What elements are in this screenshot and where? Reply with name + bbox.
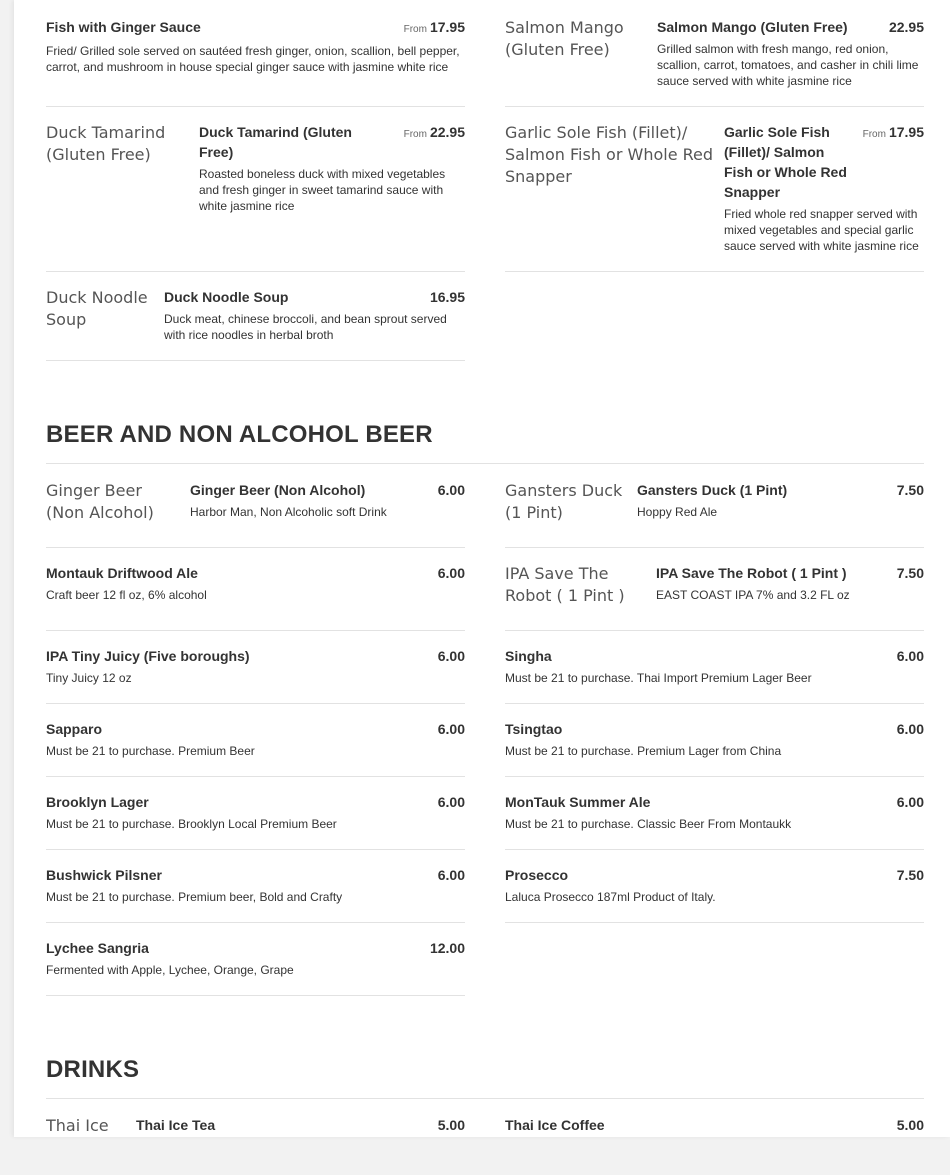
menu-page (14, 0, 950, 1137)
item-price: 6.00 (437, 482, 465, 498)
item-image: Duck Tamarind (Gluten Free) (46, 123, 166, 164)
section-title-drinks: DRINKS (46, 1056, 140, 1083)
item-name: Thai Ice Tea (136, 1117, 216, 1133)
item-name: MonTauk Summer Ale (505, 794, 651, 810)
item-price: 6.00 (437, 648, 465, 664)
item-name: Prosecco (505, 867, 569, 883)
item-name: Ginger Beer (Non Alcohol) (190, 482, 366, 498)
menu-item[interactable] (505, 646, 924, 704)
menu-item[interactable] (505, 17, 924, 107)
menu-item[interactable] (46, 563, 465, 631)
item-description: Must be 21 to purchase. Premium beer, Bold and Crafty (46, 890, 343, 904)
item-description: EAST COAST IPA 7% and 3.2 FL oz (656, 588, 850, 602)
item-name: Garlic Sole Fish (Fillet)/ Salmon Fish or Whole Red Snapper (724, 124, 847, 200)
item-name: IPA Tiny Juicy (Five boroughs) (46, 648, 250, 664)
item-name: Thai Ice Coffee (505, 1117, 605, 1133)
item-description: Fermented with Apple, Lychee, Orange, Grape (46, 963, 294, 977)
menu-item[interactable] (505, 480, 924, 548)
item-name: Gansters Duck (1 Pint) (637, 482, 788, 498)
from-label: From (403, 24, 427, 35)
item-name: Bushwick Pilsner (46, 867, 162, 883)
item-price: From 17.95 (403, 19, 465, 35)
section-divider (46, 1098, 924, 1099)
item-price: 6.00 (437, 565, 465, 581)
menu-item[interactable] (46, 719, 465, 777)
item-price: 22.95 (888, 19, 924, 35)
from-label: From (862, 129, 886, 140)
menu-item[interactable] (46, 1115, 465, 1175)
item-description: Hoppy Red Ale (637, 505, 718, 519)
item-name: Duck Noodle Soup (164, 289, 289, 305)
section-title-beer: BEER AND NON ALCOHOL BEER (46, 421, 433, 448)
item-name: Sapparo (46, 721, 103, 737)
item-price: 12.00 (429, 940, 465, 956)
menu-item[interactable] (46, 122, 465, 272)
item-description: Must be 21 to purchase. Classic Beer From Montaukk (505, 817, 792, 831)
item-name: Tsingtao (505, 721, 563, 737)
item-name: Fish with Ginger Sauce (46, 19, 201, 35)
from-label: From (403, 129, 427, 140)
menu-item[interactable] (505, 122, 924, 272)
item-image: Ginger Beer (Non Alcohol) (46, 481, 154, 522)
item-name: Salmon Mango (Gluten Free) (657, 19, 848, 35)
item-image: IPA Save The Robot ( 1 Pint ) (505, 564, 625, 605)
item-price: 7.50 (896, 867, 924, 883)
item-description: Must be 21 to purchase. Thai Import Premium Lager Beer (505, 671, 812, 685)
item-price: From 22.95 (403, 124, 465, 140)
menu-item[interactable] (46, 646, 465, 704)
item-price: From 17.95 (862, 124, 924, 140)
item-description: Tiny Juicy 12 oz (46, 671, 132, 685)
item-price: 6.00 (437, 721, 465, 737)
menu-item[interactable] (46, 938, 465, 996)
item-price: 5.00 (437, 1117, 465, 1133)
item-image: Salmon Mango (Gluten Free) (505, 18, 624, 59)
item-price: 6.00 (896, 648, 924, 664)
menu-item[interactable] (505, 563, 924, 631)
item-name: Duck Tamarind (Gluten Free) (199, 124, 352, 160)
menu-item[interactable] (505, 865, 924, 923)
item-description: Grilled salmon with fresh mango, red onion, scallion, carrot, tomatoes, and casher in chili lime sauce served with white jasmine rice (657, 42, 919, 88)
item-description: Roasted boneless duck with mixed vegetables and fresh ginger in sweet tamarind sauce with white jasmine rice (199, 167, 446, 213)
menu-item[interactable] (46, 865, 465, 923)
item-description: Must be 21 to purchase. Brooklyn Local Premium Beer (46, 817, 337, 831)
item-description: Harbor Man, Non Alcoholic soft Drink (190, 505, 387, 519)
item-description: Craft beer 12 fl oz, 6% alcohol (46, 588, 207, 602)
item-description: Must be 21 to purchase. Premium Lager from China (505, 744, 782, 758)
item-name: Montauk Driftwood Ale (46, 565, 198, 581)
menu-item[interactable] (505, 1115, 924, 1175)
menu-item[interactable] (46, 792, 465, 850)
item-name: Brooklyn Lager (46, 794, 149, 810)
item-price: 7.50 (896, 482, 924, 498)
menu-item[interactable] (46, 17, 465, 107)
item-name: Lychee Sangria (46, 940, 149, 956)
item-price: 16.95 (429, 289, 465, 305)
menu-item[interactable] (46, 287, 465, 361)
menu-item[interactable] (505, 719, 924, 777)
item-description: Fried/ Grilled sole served on sautéed fresh ginger, onion, scallion, bell pepper, carrot, and mushroom in house special ginger sauce with jasmine white rice (46, 44, 460, 74)
item-price: 6.00 (437, 867, 465, 883)
item-image: Garlic Sole Fish (Fillet)/ Salmon Fish or Whole Red Snapper (505, 123, 714, 186)
item-price: 6.00 (437, 794, 465, 810)
item-image: Duck Noodle Soup (46, 288, 148, 329)
item-image: Thai Ice (46, 1116, 109, 1135)
item-price: 7.50 (896, 565, 924, 581)
item-description: Must be 21 to purchase. Premium Beer (46, 744, 255, 758)
item-name: IPA Save The Robot ( 1 Pint ) (656, 565, 847, 581)
item-description: Fried whole red snapper served with mixed vegetables and special garlic sauce served with white jasmine rice (724, 207, 919, 253)
item-price: 6.00 (896, 794, 924, 810)
item-description: Duck meat, chinese broccoli, and bean sprout served with rice noodles in herbal broth (164, 312, 447, 342)
item-description: Laluca Prosecco 187ml Product of Italy. (505, 890, 716, 904)
item-name: Singha (505, 648, 552, 664)
item-price: 6.00 (896, 721, 924, 737)
item-price: 5.00 (896, 1117, 924, 1133)
menu-item[interactable] (46, 480, 465, 548)
menu-item[interactable] (505, 792, 924, 850)
section-divider (46, 463, 924, 464)
item-image: Gansters Duck (1 Pint) (505, 481, 623, 522)
